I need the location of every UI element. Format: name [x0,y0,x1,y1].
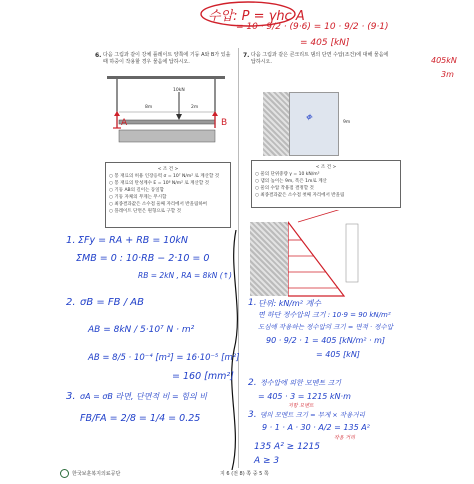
problem-6 [95,52,235,232]
dim-right: 2m [191,105,199,110]
page-number: 지 6 (전 8) 쪽 중 5 쪽 [220,471,269,477]
pressure-result-line: = 405 [kN] [316,350,360,359]
dam-concrete [263,92,289,156]
dam-section [250,222,288,296]
condition-item: ○ 봉 재료의 허용 인장응력 σ = 10⁷ N/m² 로 계산할 것 [109,174,220,179]
equilibrium-fy: ΣFy = RA + RB = 10kN [78,235,189,246]
equilibrium-mb: ΣMB = 0 : 10·RB − 2·10 = 0 [76,253,210,264]
problem-7-conditions [251,160,401,208]
stress-b: σB = FB / AB [80,297,144,308]
problem-7-number: 7. [243,52,250,59]
footer [60,468,440,482]
condition-item: ○ 물의 단위중량 γ = 10 kN/m³ [255,172,320,177]
dim-left: 8m [145,105,153,110]
condition-item: ○ 기둥 AB의 길이는 동일함 [109,188,164,193]
load-label: 10kN [173,88,185,93]
right-solution [248,298,472,466]
reactions: RB = 2kN , RA = 8kN (↑) [138,271,232,280]
dam-height: 9m [343,120,351,125]
water-symbol-icon: ⌖ [305,110,312,124]
step-2-label: 2. [248,378,257,388]
bottom-pressure: 면 하단 정수압의 크기 : 10·9 = 90 kN/m² [258,311,391,319]
pressure-result: = 405 [kN] [300,38,350,48]
condition-item: ○ 기둥 자체의 무게는 무시함 [109,195,167,200]
moment-value: = 405 · 3 = 1215 kN·m [258,392,351,401]
support-a: A [121,118,128,128]
step-2-label: 2. [66,297,76,308]
logo-icon [60,469,69,478]
dam-moment-calc: 9 · 1 · A · 30 · A/2 = 135 A² [262,423,370,432]
conditions-title: < 조 건 > [315,165,337,170]
pressure-calc: = 10 · 9/2 · (9·6) = 10 · 9/2 · (9·1) [236,22,389,32]
dam-moment-statement: 댐의 모멘트 크기 = 무게 × 작용거리 [260,411,365,419]
pressure-diagram [246,210,376,300]
condition-item: ○ 최종결과값은 소수점 첫째 자리에서 반올림 [255,193,345,198]
moment-note: 저항 모멘트 [288,403,314,409]
pressure-calc-line: 90 · 9/2 · 1 = 405 [kN/m² · m] [266,336,385,345]
condition-item: ○ 최종결과값은 소수점 둘째 자리에서 반올림하여 [109,202,208,207]
pressure-formula: 수압: P = γhc A [208,9,305,24]
step-1-label: 1. [248,298,257,308]
condition-item: ○ 플레이트 단면은 원형으로 구할 것 [109,209,181,214]
area-b-calc: AB = 8kN / 5·10⁷ N · m² [88,325,195,335]
step-3-label: 3. [66,391,76,402]
pressure-statement: 도심에 작용하는 정수압의 크기 = 면적 · 정수압 [258,323,393,331]
area-b-mm: = 160 [mm²] [172,371,234,382]
problem-6-text: 다음 그림과 같이 강체 플레이트 양쪽에 기둥 A와 B가 있을 때 하중이 작용할 경우 물음에 답하시오. [103,52,231,65]
inequality: 135 A² ≥ 1215 [254,442,320,452]
problem-6-conditions [105,162,231,228]
logo-text: 한국보훈복지의료공단 [72,471,121,477]
area-b-value: AB = 8/5 · 10⁻⁴ [m²] = 16·10⁻⁵ [m²] [88,353,240,363]
problem-7-text: 다음 그림과 같은 콘크리트 댐의 단면 수압(조건)에 대해 물음에 답하시오. [251,52,389,65]
water-body [289,92,339,156]
support-b: B [221,118,228,128]
arm-note: 작용 거리 [334,435,355,441]
rigid-plate-diagram [105,74,231,144]
force-ratio: FB/FA = 2/8 = 1/4 = 0.25 [80,413,201,424]
unit-note: 단위: kN/m² 계수 [258,299,322,308]
pressure-triangle [288,210,368,300]
stress-equal: σA = σB 라면, 단면적 비 = 힘의 비 [80,392,207,401]
step-1-label: 1. [66,235,76,246]
left-solution [66,235,240,445]
final-answer: A ≥ 3 [254,456,280,466]
step-3-label: 3. [248,410,257,420]
problem-6-number: 6. [95,52,102,59]
problem-7 [243,52,473,232]
condition-item: ○ 물의 수압 작용점 결정할 것 [255,186,314,191]
side-note-force: 405kN [431,56,457,65]
condition-item: ○ 봉 재료의 탄성계수 E = 10⁸ N/m² 로 계산할 것 [109,181,209,186]
moment-statement: 정수압에 의한 모멘트 크기 [260,379,342,387]
side-note-arm: 3m [441,70,454,79]
header-annotation [200,0,474,50]
conditions-title: < 조 건 > [157,167,179,172]
condition-item: ○ 댐의 높이는 9m, 폭은 1m로 계산 [255,179,327,184]
